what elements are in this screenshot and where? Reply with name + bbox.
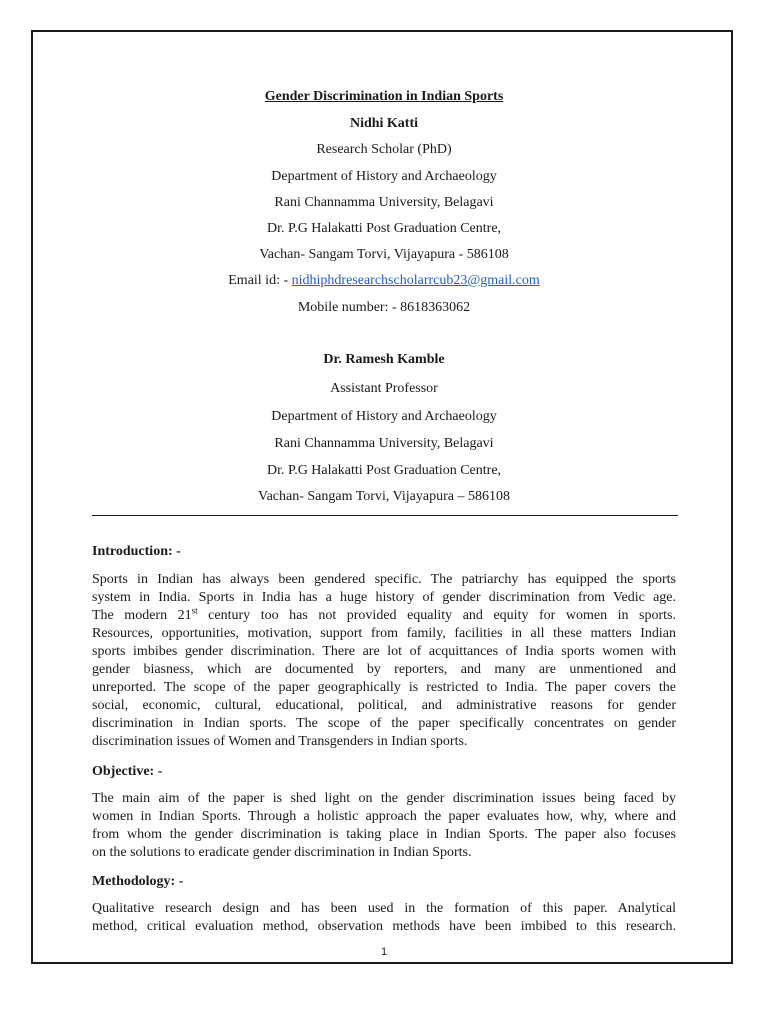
page-number: 1 — [380, 946, 388, 958]
header-divider — [92, 515, 678, 516]
paragraph-line: sports imbibes gender discrimination. There are lot of acquittances of India sports women with — [92, 644, 676, 659]
author1-role: Research Scholar (PhD) — [316, 142, 452, 157]
author1-name: Nidhi Katti — [349, 116, 419, 131]
paragraph-line: unreported. The scope of the paper geographically is restricted to India. The paper covers the — [92, 680, 676, 695]
methodology-paragraph — [92, 900, 676, 936]
methodology-heading: Methodology: - — [92, 874, 184, 889]
paragraph-line: Resources, opportunities, motivation, support from family, facilities in all these matters Indian — [92, 626, 676, 641]
author2-centre: Dr. P.G Halakatti Post Graduation Centre, — [266, 463, 502, 478]
paper-title: Gender Discrimination in Indian Sports — [264, 89, 504, 104]
email-label: Email id: - — [228, 273, 292, 288]
author1-centre: Dr. P.G Halakatti Post Graduation Centre, — [266, 221, 502, 236]
paragraph-line: social, economic, cultural, educational, political, and administrative reasons for gender — [92, 698, 676, 713]
superscript-st: st — [191, 605, 198, 616]
paragraph-line: The main aim of the paper is shed light on the gender discrimination issues being faced by — [92, 791, 676, 806]
paragraph-line: discrimination issues of Women and Transgenders in Indian sports. — [92, 734, 468, 749]
author2-university: Rani Channamma University, Belagavi — [274, 436, 494, 451]
introduction-paragraph — [92, 571, 676, 751]
author2-name: Dr. Ramesh Kamble — [323, 352, 445, 367]
author1-mobile: Mobile number: - 8618363062 — [297, 300, 471, 315]
author1-email-line — [0, 272, 768, 289]
author1-department: Department of History and Archaeology — [271, 169, 497, 184]
author2-address: Vachan- Sangam Torvi, Vijayapura – 586108 — [258, 489, 510, 504]
author1-address: Vachan- Sangam Torvi, Vijayapura - 586108 — [259, 247, 509, 262]
paragraph-line: method, critical evaluation method, observation methods have been imbibed to this research. — [92, 919, 676, 934]
objective-heading: Objective: - — [92, 764, 163, 779]
author2-department: Department of History and Archaeology — [271, 409, 497, 424]
paragraph-line: gender biasness, which are documented by reporters, and many are unmentioned and — [92, 662, 676, 677]
introduction-heading: Introduction: - — [92, 544, 181, 559]
paragraph-line: Qualitative research design and has been used in the formation of this paper. Analytical — [92, 901, 676, 916]
objective-paragraph — [92, 790, 676, 862]
paragraph-line: on the solutions to eradicate gender discrimination in Indian Sports. — [92, 845, 472, 860]
paragraph-line: women in Indian Sports. Through a holistic approach the paper evaluates how, why, where and — [92, 809, 676, 824]
paragraph-line: discrimination in Indian sports. The scope of the paper specifically concentrates on gender — [92, 716, 676, 731]
email-link[interactable]: nidhiphdresearchscholarrcub23@gmail.com — [291, 273, 540, 288]
paragraph-line: The modern 21st century too has not provided equality and equity for women in sports. — [92, 605, 677, 623]
author1-university: Rani Channamma University, Belagavi — [274, 195, 494, 210]
paragraph-line: from whom the gender discrimination is taking place in Indian Sports. The paper also focuses — [92, 827, 676, 842]
paragraph-line: system in India. Sports in India has a huge history of gender discrimination from Vedic age. — [92, 590, 676, 605]
author2-role: Assistant Professor — [330, 381, 438, 396]
paragraph-line: Sports in Indian has always been gendered specific. The patriarchy has equipped the sports — [92, 572, 676, 587]
